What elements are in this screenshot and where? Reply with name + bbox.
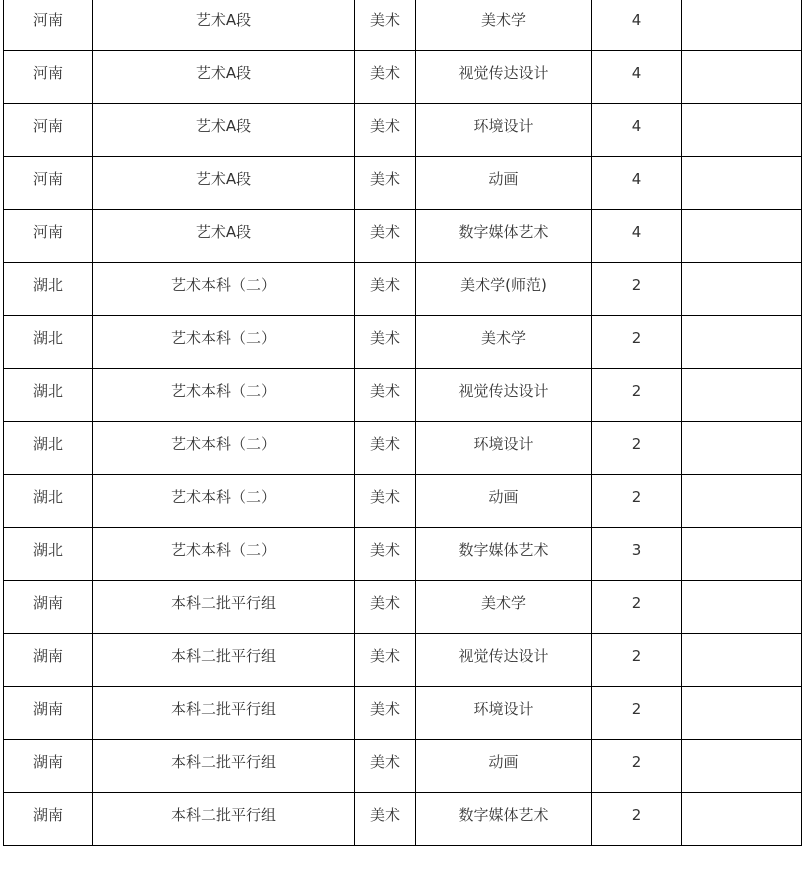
subject-cell	[355, 634, 416, 687]
batch-cell	[93, 104, 355, 157]
province-text: 湖北	[32, 435, 63, 453]
table-row	[4, 104, 802, 157]
subject-cell	[355, 422, 416, 475]
count-cell	[592, 793, 682, 846]
batch-text: 本科二批平行组	[170, 594, 276, 612]
province-text: 河南	[32, 64, 63, 82]
batch-cell	[93, 793, 355, 846]
extra-cell	[682, 528, 802, 581]
major-cell	[416, 687, 592, 740]
extra-text	[682, 263, 801, 276]
extra-text	[682, 740, 801, 753]
subject-cell	[355, 740, 416, 793]
table-row	[4, 0, 802, 51]
count-text: 4	[631, 11, 642, 29]
count-cell	[592, 0, 682, 51]
province-cell	[4, 369, 93, 422]
table-row	[4, 581, 802, 634]
extra-cell	[682, 316, 802, 369]
count-cell	[592, 157, 682, 210]
extra-text	[682, 422, 801, 435]
table-row	[4, 210, 802, 263]
extra-cell	[682, 369, 802, 422]
count-text: 2	[631, 329, 642, 347]
batch-text: 艺术A段	[195, 64, 252, 82]
major-text: 视觉传达设计	[458, 382, 549, 400]
extra-cell	[682, 634, 802, 687]
batch-text: 艺术本科（二）	[170, 329, 276, 347]
province-text: 湖南	[32, 753, 63, 771]
subject-cell	[355, 475, 416, 528]
batch-text: 本科二批平行组	[170, 700, 276, 718]
major-cell	[416, 157, 592, 210]
count-cell	[592, 210, 682, 263]
major-cell	[416, 104, 592, 157]
province-text: 湖北	[32, 488, 63, 506]
batch-cell	[93, 740, 355, 793]
batch-text: 艺术A段	[195, 223, 252, 241]
province-text: 湖北	[32, 329, 63, 347]
count-text: 2	[631, 700, 642, 718]
count-text: 2	[631, 382, 642, 400]
major-text: 美术学(师范)	[460, 276, 547, 294]
extra-cell	[682, 104, 802, 157]
count-text: 2	[631, 435, 642, 453]
extra-text	[682, 104, 801, 117]
major-cell	[416, 528, 592, 581]
batch-text: 艺术A段	[195, 170, 252, 188]
batch-text: 本科二批平行组	[170, 647, 276, 665]
count-cell	[592, 740, 682, 793]
count-text: 2	[631, 753, 642, 771]
subject-text: 美术	[369, 647, 400, 665]
count-text: 4	[631, 117, 642, 135]
extra-cell	[682, 51, 802, 104]
batch-text: 艺术本科（二）	[170, 541, 276, 559]
major-text: 视觉传达设计	[458, 647, 549, 665]
major-text: 美术学	[480, 11, 526, 29]
province-text: 湖南	[32, 647, 63, 665]
count-cell	[592, 528, 682, 581]
subject-cell	[355, 263, 416, 316]
batch-cell	[93, 369, 355, 422]
subject-text: 美术	[369, 223, 400, 241]
province-cell	[4, 740, 93, 793]
count-cell	[592, 475, 682, 528]
province-cell	[4, 528, 93, 581]
province-cell	[4, 316, 93, 369]
subject-text: 美术	[369, 11, 400, 29]
subject-cell	[355, 157, 416, 210]
province-cell	[4, 793, 93, 846]
count-text: 2	[631, 276, 642, 294]
subject-cell	[355, 316, 416, 369]
extra-text	[682, 0, 801, 11]
extra-cell	[682, 687, 802, 740]
table-row	[4, 687, 802, 740]
major-cell	[416, 263, 592, 316]
major-text: 数字媒体艺术	[458, 223, 549, 241]
major-cell	[416, 740, 592, 793]
count-cell	[592, 422, 682, 475]
province-text: 湖北	[32, 541, 63, 559]
province-cell	[4, 634, 93, 687]
major-cell	[416, 581, 592, 634]
province-text: 河南	[32, 117, 63, 135]
subject-text: 美术	[369, 700, 400, 718]
count-cell	[592, 316, 682, 369]
subject-text: 美术	[369, 541, 400, 559]
count-text: 4	[631, 64, 642, 82]
count-cell	[592, 687, 682, 740]
extra-cell	[682, 0, 802, 51]
count-text: 3	[631, 541, 642, 559]
batch-text: 本科二批平行组	[170, 806, 276, 824]
subject-cell	[355, 0, 416, 51]
subject-cell	[355, 369, 416, 422]
table-row	[4, 528, 802, 581]
batch-text: 本科二批平行组	[170, 753, 276, 771]
batch-cell	[93, 316, 355, 369]
table-row	[4, 475, 802, 528]
batch-cell	[93, 634, 355, 687]
extra-text	[682, 51, 801, 64]
major-cell	[416, 475, 592, 528]
major-text: 环境设计	[473, 435, 534, 453]
extra-text	[682, 687, 801, 700]
province-cell	[4, 104, 93, 157]
major-text: 美术学	[480, 594, 526, 612]
major-cell	[416, 210, 592, 263]
major-text: 动画	[488, 488, 519, 506]
batch-cell	[93, 581, 355, 634]
table-row	[4, 263, 802, 316]
major-cell	[416, 793, 592, 846]
subject-cell	[355, 793, 416, 846]
subject-cell	[355, 104, 416, 157]
batch-cell	[93, 51, 355, 104]
batch-cell	[93, 157, 355, 210]
admissions-table	[3, 0, 802, 846]
count-cell	[592, 263, 682, 316]
table-row	[4, 422, 802, 475]
extra-cell	[682, 157, 802, 210]
major-text: 动画	[488, 753, 519, 771]
batch-text: 艺术A段	[195, 117, 252, 135]
batch-cell	[93, 263, 355, 316]
extra-text	[682, 581, 801, 594]
count-text: 4	[631, 223, 642, 241]
major-text: 数字媒体艺术	[458, 806, 549, 824]
batch-text: 艺术本科（二）	[170, 435, 276, 453]
extra-cell	[682, 793, 802, 846]
subject-text: 美术	[369, 276, 400, 294]
batch-cell	[93, 528, 355, 581]
extra-cell	[682, 581, 802, 634]
extra-text	[682, 316, 801, 329]
batch-cell	[93, 687, 355, 740]
subject-text: 美术	[369, 488, 400, 506]
extra-cell	[682, 740, 802, 793]
province-text: 河南	[32, 223, 63, 241]
extra-text	[682, 793, 801, 806]
count-text: 4	[631, 170, 642, 188]
province-cell	[4, 263, 93, 316]
extra-text	[682, 528, 801, 541]
province-cell	[4, 422, 93, 475]
count-cell	[592, 581, 682, 634]
batch-cell	[93, 210, 355, 263]
subject-text: 美术	[369, 170, 400, 188]
count-cell	[592, 369, 682, 422]
extra-text	[682, 369, 801, 382]
subject-text: 美术	[369, 753, 400, 771]
count-text: 2	[631, 647, 642, 665]
province-text: 湖南	[32, 594, 63, 612]
province-cell	[4, 581, 93, 634]
extra-cell	[682, 475, 802, 528]
subject-text: 美术	[369, 117, 400, 135]
batch-text: 艺术A段	[195, 11, 252, 29]
count-cell	[592, 51, 682, 104]
subject-cell	[355, 528, 416, 581]
major-cell	[416, 634, 592, 687]
province-text: 湖北	[32, 382, 63, 400]
table-row	[4, 316, 802, 369]
province-cell	[4, 210, 93, 263]
major-cell	[416, 369, 592, 422]
major-cell	[416, 51, 592, 104]
count-text: 2	[631, 488, 642, 506]
extra-text	[682, 475, 801, 488]
major-text: 视觉传达设计	[458, 64, 549, 82]
province-text: 湖南	[32, 700, 63, 718]
extra-text	[682, 157, 801, 170]
extra-cell	[682, 422, 802, 475]
count-text: 2	[631, 806, 642, 824]
table-row	[4, 369, 802, 422]
subject-text: 美术	[369, 64, 400, 82]
count-cell	[592, 634, 682, 687]
count-cell	[592, 104, 682, 157]
table-row	[4, 793, 802, 846]
table-row	[4, 157, 802, 210]
batch-text: 艺术本科（二）	[170, 382, 276, 400]
major-text: 美术学	[480, 329, 526, 347]
extra-cell	[682, 210, 802, 263]
batch-text: 艺术本科（二）	[170, 276, 276, 294]
batch-cell	[93, 422, 355, 475]
subject-cell	[355, 581, 416, 634]
subject-cell	[355, 687, 416, 740]
subject-text: 美术	[369, 435, 400, 453]
major-cell	[416, 0, 592, 51]
batch-cell	[93, 475, 355, 528]
table-row	[4, 740, 802, 793]
major-cell	[416, 316, 592, 369]
major-text: 数字媒体艺术	[458, 541, 549, 559]
extra-cell	[682, 263, 802, 316]
province-cell	[4, 687, 93, 740]
subject-cell	[355, 210, 416, 263]
major-text: 环境设计	[473, 117, 534, 135]
subject-text: 美术	[369, 329, 400, 347]
province-text: 湖南	[32, 806, 63, 824]
subject-text: 美术	[369, 594, 400, 612]
batch-text: 艺术本科（二）	[170, 488, 276, 506]
table-row	[4, 634, 802, 687]
extra-text	[682, 634, 801, 647]
extra-text	[682, 210, 801, 223]
province-cell	[4, 0, 93, 51]
province-text: 河南	[32, 11, 63, 29]
subject-text: 美术	[369, 806, 400, 824]
province-cell	[4, 157, 93, 210]
table-body	[4, 0, 802, 846]
province-text: 湖北	[32, 276, 63, 294]
subject-cell	[355, 51, 416, 104]
major-cell	[416, 422, 592, 475]
province-text: 河南	[32, 170, 63, 188]
batch-cell	[93, 0, 355, 51]
major-text: 环境设计	[473, 700, 534, 718]
count-text: 2	[631, 594, 642, 612]
province-cell	[4, 475, 93, 528]
subject-text: 美术	[369, 382, 400, 400]
province-cell	[4, 51, 93, 104]
table-row	[4, 51, 802, 104]
major-text: 动画	[488, 170, 519, 188]
